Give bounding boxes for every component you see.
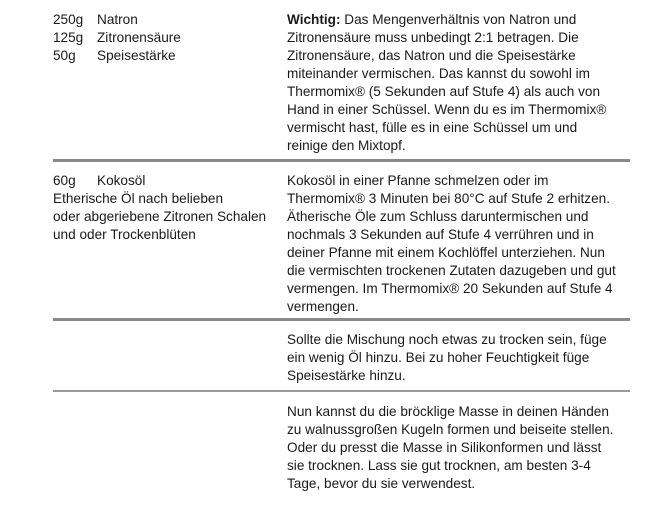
ingredient-amount: 50g [53, 48, 76, 63]
ingredient-name: Natron [97, 12, 138, 27]
instruction-adjust: Sollte die Mischung noch etwas zu trocken sein, füge ein wenig Öl hinzu. Bei zu hoher Feuchtigkeit füge Speisestärke hinzu. [287, 332, 607, 383]
ingredient-amount: 250g [53, 12, 84, 27]
row-divider [53, 159, 630, 162]
instruction-mixing [287, 11, 617, 155]
ingredient-note: Etherische Öl nach belieben [53, 191, 224, 206]
ingredients-list-1 [53, 11, 281, 65]
ingredient-amount: 60g [53, 173, 76, 188]
ingredients-list-2 [53, 172, 281, 244]
ingredient-amount: 125g [53, 30, 84, 45]
ingredient-row [53, 11, 281, 29]
ingredient-row [53, 172, 281, 190]
instruction-mixing-text: Das Mengenverhältnis von Natron und Zitronensäure muss unbedingt 2:1 betragen. Die Zitronensäure, das Natron und die Speisestärke miteinander vermischen. Das kannst du sowohl im Thermomix® (5 Sekunden auf Stufe 4) als auch von Hand in einer Schüssel. Wenn du es im Thermomix® vermischt hast, fülle es in eine Schüssel um und reinige den Mixtopf. [287, 12, 607, 153]
ingredient-row [53, 29, 281, 47]
row-divider [53, 318, 630, 321]
instruction-melting: Kokosöl in einer Pfanne schmelzen oder im Thermomix® 3 Minuten bei 80°C auf Stufe 2 erhitzen. Ätherische Öle zum Schluss daruntermischen und nochmals 3 Sekunden auf Stufe 4 verrühren und in deiner Pfanne mit einem Kochlöffel unterziehen. Nun die vermischten trockenen Zutaten dazugeben und gut vermengen. Im Thermomix® 20 Sekunden auf Stufe 4 vermengen. [287, 173, 616, 314]
ingredient-note: oder abgeriebene Zitronen Schalen [53, 209, 267, 224]
ingredient-row [53, 47, 281, 65]
important-label: Wichtig: [287, 12, 341, 27]
ingredient-note: und oder Trockenblüten [53, 227, 196, 242]
ingredient-name: Speisestärke [97, 48, 176, 63]
instruction-shaping: Nun kannst du die bröcklige Masse in deinen Händen zu walnussgroßen Kugeln formen und beiseite stellen. Oder du presst die Masse in Silikonformen und lässt sie trocknen. Lass sie gut trocknen, am besten 3-4 Tage, bevor du sie verwendest. [287, 404, 614, 491]
ingredient-name: Zitronensäure [97, 30, 181, 45]
ingredient-name: Kokosöl [97, 173, 146, 188]
row-divider [53, 390, 630, 392]
